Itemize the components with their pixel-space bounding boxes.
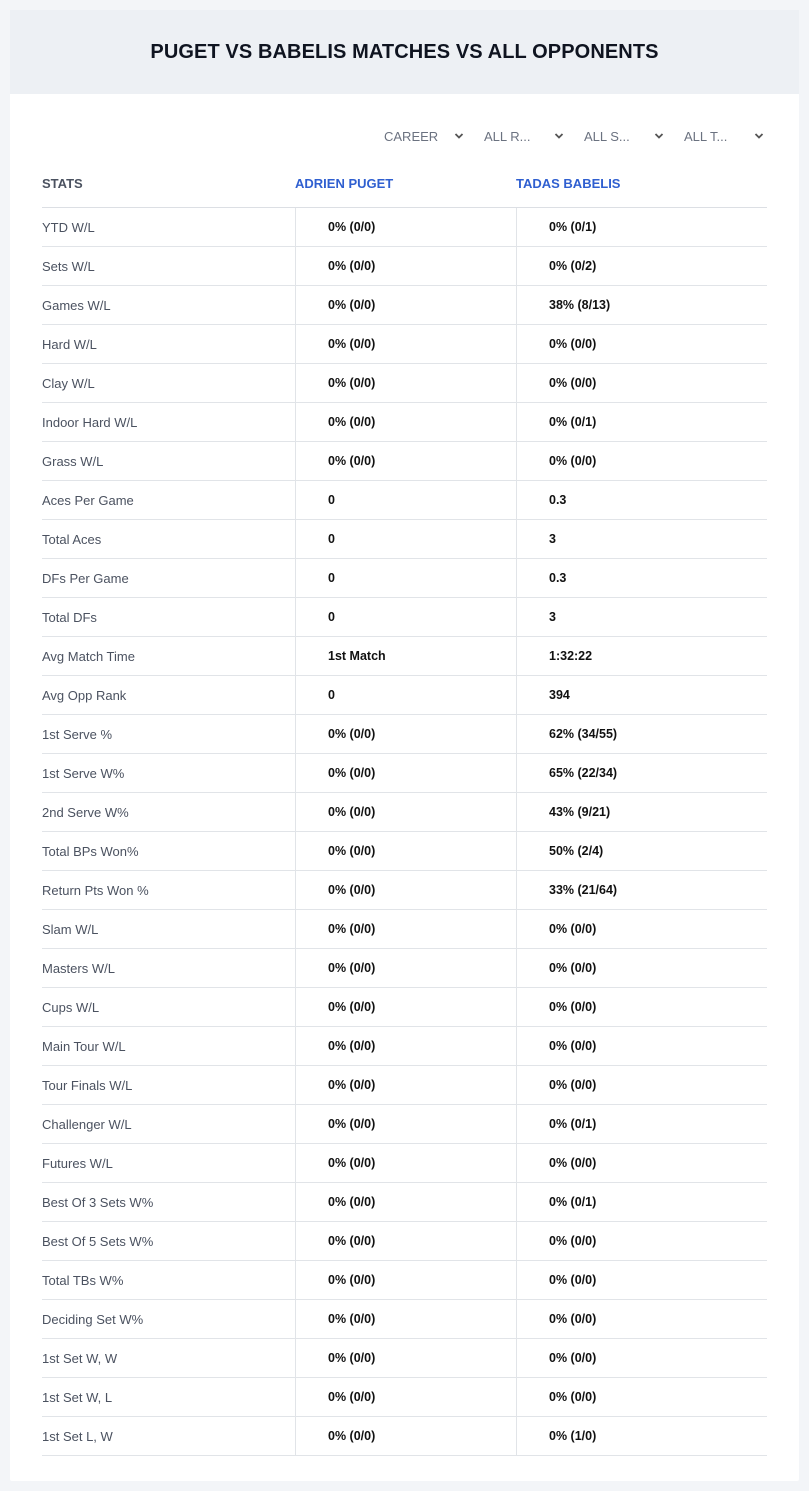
filter-bar bbox=[384, 126, 784, 146]
stat-label: Deciding Set W% bbox=[42, 1311, 144, 1327]
table-row bbox=[42, 598, 767, 637]
table-row bbox=[42, 559, 767, 598]
table-row bbox=[42, 871, 767, 910]
table-row bbox=[42, 364, 767, 403]
stat-label: YTD W/L bbox=[42, 219, 95, 235]
player1-value: 0% (0/0) bbox=[295, 793, 516, 832]
player1-value: 0% (0/0) bbox=[295, 1261, 516, 1300]
player2-value: 394 bbox=[516, 676, 767, 715]
stat-label: Total BPs Won% bbox=[42, 843, 139, 859]
player1-value: 0% (0/0) bbox=[295, 949, 516, 988]
stat-label: Slam W/L bbox=[42, 921, 99, 937]
table-row bbox=[42, 1339, 767, 1378]
card-header bbox=[10, 10, 799, 94]
filter-surface-select[interactable] bbox=[584, 126, 684, 146]
table-row bbox=[42, 1105, 767, 1144]
player1-value: 0 bbox=[295, 676, 516, 715]
player2-value: 0% (0/1) bbox=[516, 208, 767, 247]
player1-value: 0% (0/0) bbox=[295, 403, 516, 442]
player1-value: 0 bbox=[295, 520, 516, 559]
table-row bbox=[42, 1261, 767, 1300]
player2-value: 0% (0/0) bbox=[516, 1339, 767, 1378]
stat-label: DFs Per Game bbox=[42, 570, 129, 586]
player2-value: 0% (0/0) bbox=[516, 1378, 767, 1417]
player2-link[interactable]: TADAS BABELIS bbox=[516, 176, 621, 191]
stat-label: Aces Per Game bbox=[42, 492, 134, 508]
table-row bbox=[42, 1300, 767, 1339]
player1-value: 0% (0/0) bbox=[295, 325, 516, 364]
player1-value: 0 bbox=[295, 481, 516, 520]
player1-value: 0% (0/0) bbox=[295, 1300, 516, 1339]
player2-value: 0% (0/0) bbox=[516, 910, 767, 949]
player1-value: 0% (0/0) bbox=[295, 1339, 516, 1378]
player1-value: 0% (0/0) bbox=[295, 247, 516, 286]
player1-value: 0% (0/0) bbox=[295, 1183, 516, 1222]
player1-value: 0% (0/0) bbox=[295, 1222, 516, 1261]
player2-value: 0% (0/1) bbox=[516, 403, 767, 442]
table-row bbox=[42, 403, 767, 442]
stats-card bbox=[10, 10, 799, 1481]
filter-label: ALL R... bbox=[484, 128, 531, 144]
table-row bbox=[42, 208, 767, 247]
stat-label: Total DFs bbox=[42, 609, 97, 625]
table-row bbox=[42, 1144, 767, 1183]
stat-label: 1st Set W, L bbox=[42, 1389, 113, 1405]
player2-value: 0.3 bbox=[516, 481, 767, 520]
table-row bbox=[42, 1066, 767, 1105]
stat-label: Total Aces bbox=[42, 531, 102, 547]
table-row bbox=[42, 520, 767, 559]
player1-value: 0% (0/0) bbox=[295, 832, 516, 871]
table-row bbox=[42, 793, 767, 832]
player2-value: 0% (0/0) bbox=[516, 325, 767, 364]
table-row bbox=[42, 247, 767, 286]
table-header bbox=[42, 160, 767, 208]
player2-value: 38% (8/13) bbox=[516, 286, 767, 325]
table-row bbox=[42, 1378, 767, 1417]
filter-label: CAREER bbox=[384, 128, 439, 144]
table-row bbox=[42, 676, 767, 715]
player2-value: 0% (0/0) bbox=[516, 988, 767, 1027]
stat-label: Best Of 5 Sets W% bbox=[42, 1233, 154, 1249]
chevron-down-icon bbox=[454, 131, 464, 141]
player2-value: 0% (0/0) bbox=[516, 1027, 767, 1066]
stat-label: Total TBs W% bbox=[42, 1272, 124, 1288]
filter-label: ALL T... bbox=[684, 128, 728, 144]
player1-value: 0% (0/0) bbox=[295, 910, 516, 949]
player2-value: 33% (21/64) bbox=[516, 871, 767, 910]
player1-value: 0% (0/0) bbox=[295, 1027, 516, 1066]
player2-value: 0% (0/1) bbox=[516, 1105, 767, 1144]
table-row bbox=[42, 1183, 767, 1222]
player2-value: 0% (0/0) bbox=[516, 1300, 767, 1339]
chevron-down-icon bbox=[654, 131, 664, 141]
player2-value: 0% (0/0) bbox=[516, 364, 767, 403]
player2-value: 62% (34/55) bbox=[516, 715, 767, 754]
player2-value: 0% (0/0) bbox=[516, 1261, 767, 1300]
player1-value: 0% (0/0) bbox=[295, 1066, 516, 1105]
filter-round-select[interactable] bbox=[484, 126, 584, 146]
stat-label: 1st Set L, W bbox=[42, 1428, 113, 1444]
player2-value: 65% (22/34) bbox=[516, 754, 767, 793]
stat-label: Return Pts Won % bbox=[42, 882, 149, 898]
stat-label: Avg Match Time bbox=[42, 648, 135, 664]
table-row bbox=[42, 325, 767, 364]
stat-label: Avg Opp Rank bbox=[42, 687, 127, 703]
stat-label: Masters W/L bbox=[42, 960, 115, 976]
player2-value: 0.3 bbox=[516, 559, 767, 598]
player1-value: 0% (0/0) bbox=[295, 364, 516, 403]
stat-label: Main Tour W/L bbox=[42, 1038, 126, 1054]
player2-value: 0% (0/1) bbox=[516, 1183, 767, 1222]
chevron-down-icon bbox=[554, 131, 564, 141]
player1-value: 0% (0/0) bbox=[295, 754, 516, 793]
stat-label: Games W/L bbox=[42, 297, 111, 313]
player1-value: 0% (0/0) bbox=[295, 1105, 516, 1144]
table-row bbox=[42, 481, 767, 520]
stat-label: Best Of 3 Sets W% bbox=[42, 1194, 154, 1210]
stat-label: 2nd Serve W% bbox=[42, 804, 129, 820]
stat-label: 1st Set W, W bbox=[42, 1350, 118, 1366]
stats-column-header: STATS bbox=[42, 176, 83, 191]
stat-label: Cups W/L bbox=[42, 999, 100, 1015]
player1-value: 0% (0/0) bbox=[295, 871, 516, 910]
player1-link[interactable]: ADRIEN PUGET bbox=[295, 176, 394, 191]
player1-value: 0% (0/0) bbox=[295, 208, 516, 247]
table-body bbox=[42, 208, 767, 1456]
player1-value: 0% (0/0) bbox=[295, 1417, 516, 1456]
player1-value: 1st Match bbox=[295, 637, 516, 676]
table-row bbox=[42, 715, 767, 754]
player2-value: 43% (9/21) bbox=[516, 793, 767, 832]
player2-value: 3 bbox=[516, 520, 767, 559]
table-row bbox=[42, 1222, 767, 1261]
player2-value: 0% (0/0) bbox=[516, 1144, 767, 1183]
player2-value: 50% (2/4) bbox=[516, 832, 767, 871]
player1-value: 0 bbox=[295, 559, 516, 598]
stat-label: 1st Serve W% bbox=[42, 765, 125, 781]
stats-table bbox=[42, 160, 767, 1456]
table-row bbox=[42, 286, 767, 325]
table-row bbox=[42, 988, 767, 1027]
player2-value: 0% (0/2) bbox=[516, 247, 767, 286]
stat-label: Sets W/L bbox=[42, 258, 95, 274]
player2-value: 0% (0/0) bbox=[516, 442, 767, 481]
player1-value: 0% (0/0) bbox=[295, 442, 516, 481]
filter-period-select[interactable] bbox=[384, 126, 484, 146]
player1-value: 0% (0/0) bbox=[295, 715, 516, 754]
player1-value: 0% (0/0) bbox=[295, 286, 516, 325]
player2-value: 0% (0/0) bbox=[516, 1066, 767, 1105]
stat-label: Indoor Hard W/L bbox=[42, 414, 138, 430]
stat-label: Challenger W/L bbox=[42, 1116, 132, 1132]
table-row bbox=[42, 637, 767, 676]
player2-value: 0% (0/0) bbox=[516, 949, 767, 988]
player1-value: 0% (0/0) bbox=[295, 988, 516, 1027]
table-row bbox=[42, 949, 767, 988]
table-row bbox=[42, 754, 767, 793]
page-title: PUGET VS BABELIS MATCHES VS ALL OPPONENTS bbox=[150, 40, 659, 63]
stat-label: Hard W/L bbox=[42, 336, 97, 352]
player1-value: 0% (0/0) bbox=[295, 1144, 516, 1183]
table-row bbox=[42, 1027, 767, 1066]
stat-label: Tour Finals W/L bbox=[42, 1077, 133, 1093]
table-row bbox=[42, 1417, 767, 1456]
player2-value: 1:32:22 bbox=[516, 637, 767, 676]
chevron-down-icon bbox=[754, 131, 764, 141]
player2-value: 0% (1/0) bbox=[516, 1417, 767, 1456]
player2-value: 0% (0/0) bbox=[516, 1222, 767, 1261]
stat-label: 1st Serve % bbox=[42, 726, 113, 742]
filter-label: ALL S... bbox=[584, 128, 630, 144]
filter-tournament-select[interactable] bbox=[684, 126, 784, 146]
player1-value: 0 bbox=[295, 598, 516, 637]
stat-label: Grass W/L bbox=[42, 453, 104, 469]
table-row bbox=[42, 442, 767, 481]
table-row bbox=[42, 910, 767, 949]
player1-value: 0% (0/0) bbox=[295, 1378, 516, 1417]
stat-label: Clay W/L bbox=[42, 375, 95, 391]
stat-label: Futures W/L bbox=[42, 1155, 113, 1171]
table-row bbox=[42, 832, 767, 871]
player2-value: 3 bbox=[516, 598, 767, 637]
